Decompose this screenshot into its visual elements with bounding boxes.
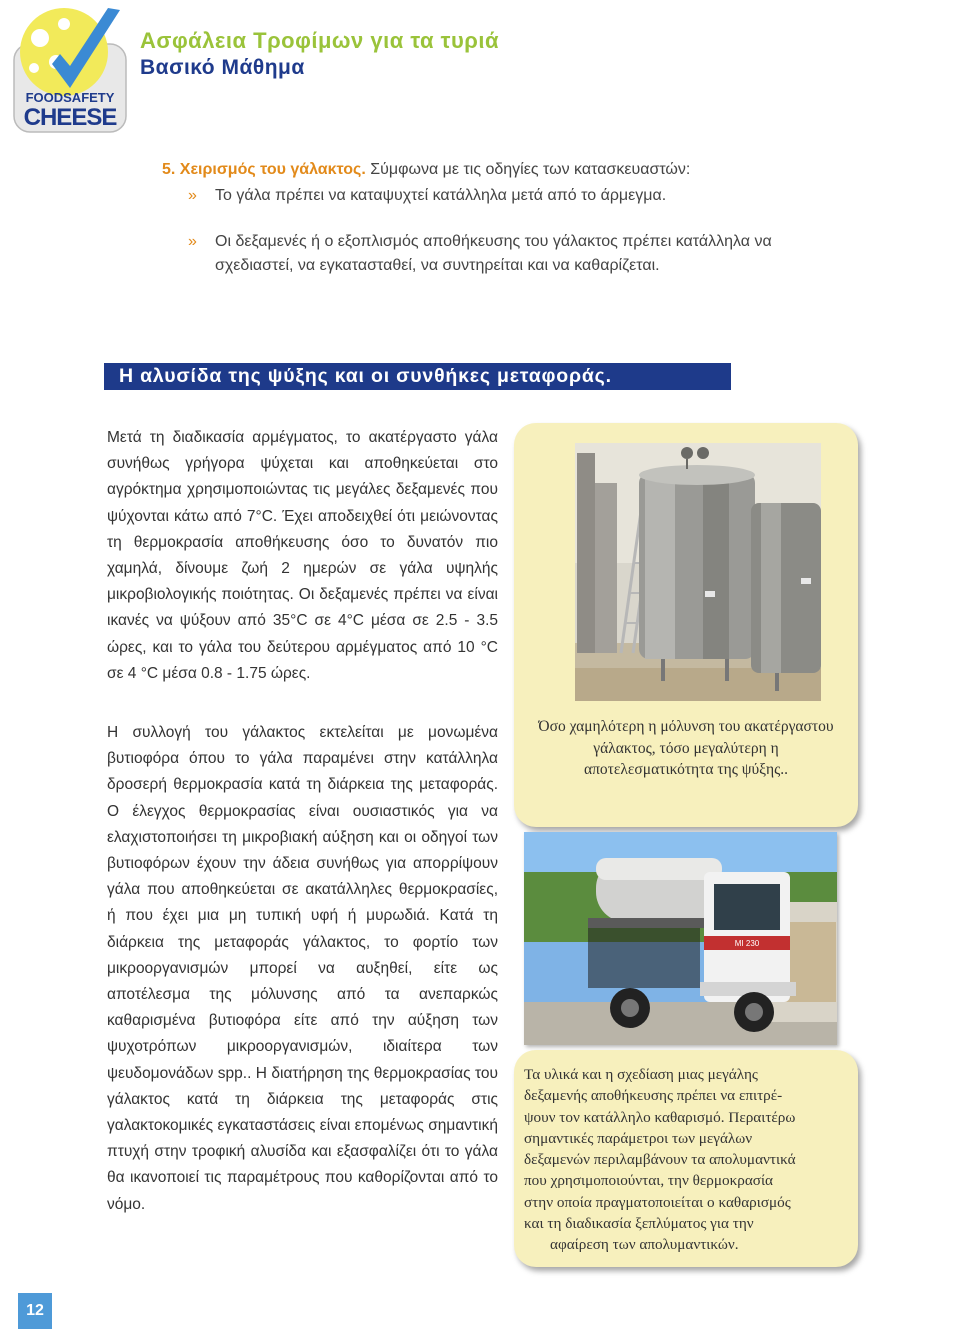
section-banner	[104, 363, 731, 390]
bullet-mark: »	[188, 233, 197, 250]
caption-line: ψουν τον κατάλληλο καθαρισμό. Περαιτέρω	[524, 1108, 796, 1126]
section5-intro	[162, 160, 690, 180]
foodsafety-cheese-logo	[12, 4, 128, 134]
list-item	[188, 230, 848, 278]
body-paragraph-cooling: Μετά τη διαδικασία αρμέγματος, το ακατέργαστο γάλα συνήθως γρήγορα ψύχεται και αποθηκεύεται στο αγρόκτημα χρησιμοποιώντας τις μεγάλες δεξαμενές που ψύχονται κάτω από 7°C. Έχει αποδειχθεί ότι μειώνοντας τη θερμοκρασία αποθήκευσης όσο το δυνατόν πιο χαμηλά, δίνουμε ζωή 2 ημερών σε γάλα υψηλής μικροβιολογικής ποιότητας. Οι δεξαμενές πρέπει να είναι ικανές να ψύξουν από 35°C σε 4°C μέσα σε 2.5 - 3.5 ώρες, και το γάλα του δεύτερου αρμέγματος από 10 °C σε 4 °C μέσα 0.8 - 1.75 ώρες.	[107, 429, 498, 682]
caption-line: δεξαμενής αποθήκευσης πρέπει να επιτρέ-	[524, 1087, 783, 1105]
milk-tanks-photo	[575, 443, 821, 701]
page-title: Ασφάλεια Τροφίμων για τα τυριά	[140, 28, 500, 53]
caption-line: αφαίρεση των απολυμαντικών.	[550, 1236, 739, 1254]
section-banner-title: Η αλυσίδα της ψύξης και οι συνθήκες μεταφοράς.	[119, 365, 612, 387]
list-item	[188, 184, 848, 208]
logo-line1: FOODSAFETY	[25, 90, 115, 105]
caption-line: Τα υλικά και η σχεδίαση μιας μεγάλης	[524, 1066, 758, 1083]
body-paragraph-transport: Η συλλογή του γάλακτος εκτελείται με μονωμένα βυτιοφόρα όπου το γάλα παραμένει στην κατάλληλα δροσερή θερμοκρασία κατά τη διάρκεια της μεταφοράς. Ο έλεγχος θερμοκρασίας είναι ουσιαστικός για να ελαχιστοποιήσει τη μικροβιακή αύξηση και οι οδηγοί των βυτιοφόρων έχουν την άδεια συνήθως για απορρίψουν γάλα που αποθηκεύεται σε ακατάλληλες θερμοκρασίες, ή που έχει μια μη τυπική υφή ή μυρωδιά. Κατά τη διάρκεια της μεταφοράς γάλακτος, το φορτίο των μικροοργανισμών μπορεί να αυξηθεί, είτε ως αποτέλεσμα της μόλυνσης από τα ανεπαρκώς καθαρισμένα βυτιοφόρα είτε από την αύξηση των ψυχοτρόπων μικροοργανισμών, ιδιαίτερα των ψευδομονάδων spp.. Η διατήρηση της θερμοκρασίας του γάλακτος κατά τη διάρκεια της μεταφοράς στις γαλακτοκομικές εγκαταστάσεις είναι επομένως σημαντική πτυχή στην τροφική αλυσίδα και εξασφαλίζει ότι το γάλα θα ικανοποιεί τις παραμέτρους που καθορίζονται από το νόμο.	[107, 724, 498, 1213]
caption-line: δεξαμενών περιλαμβάνουν τα απολυμαντικά	[524, 1151, 796, 1169]
caption-line: σημαντικές παράμετροι των μεγάλων	[524, 1129, 753, 1147]
caption-cleaning	[524, 1064, 850, 1256]
bullet-text: Οι δεξαμενές ή ο εξοπλισμός αποθήκευσης του γάλακτος πρέπει κατάλληλα να σχεδιαστεί, να εγκατασταθεί, να συντηρείται και να καθαρίζεται.	[215, 233, 772, 274]
caption-line: που χρησιμοποιούνται, την θερμοκρασία	[524, 1172, 774, 1190]
milk-truck-photo	[524, 832, 837, 1045]
bullet-text: Το γάλα πρέπει να καταψυχτεί κατάλληλα μετά από το άρμεγμα.	[215, 187, 667, 204]
section5-heading: 5. Χειρισμός του γάλακτος.	[162, 161, 366, 178]
page-number: 12	[18, 1293, 52, 1329]
logo-line2: CHEESE	[23, 104, 117, 131]
bullet-mark: »	[188, 187, 197, 204]
page-subtitle: Βασικό Μάθημα	[140, 56, 305, 79]
caption-line: στην οποία πραγματοποιείται ο καθαρισμός	[524, 1193, 791, 1211]
caption-tanks: Όσο χαμηλότερη η μόλυνση του ακατέργαστου γάλακτος, τόσο μεγαλύτερη η αποτελεσματικότητα της ψύξης..	[538, 718, 834, 778]
section5-intro-text: Σύμφωνα με τις οδηγίες των κατασκευαστών:	[365, 161, 691, 178]
caption-line: και τη διαδικασία ξεπλύματος για την	[524, 1215, 754, 1233]
truck-cab-text: MI 230	[734, 939, 760, 948]
